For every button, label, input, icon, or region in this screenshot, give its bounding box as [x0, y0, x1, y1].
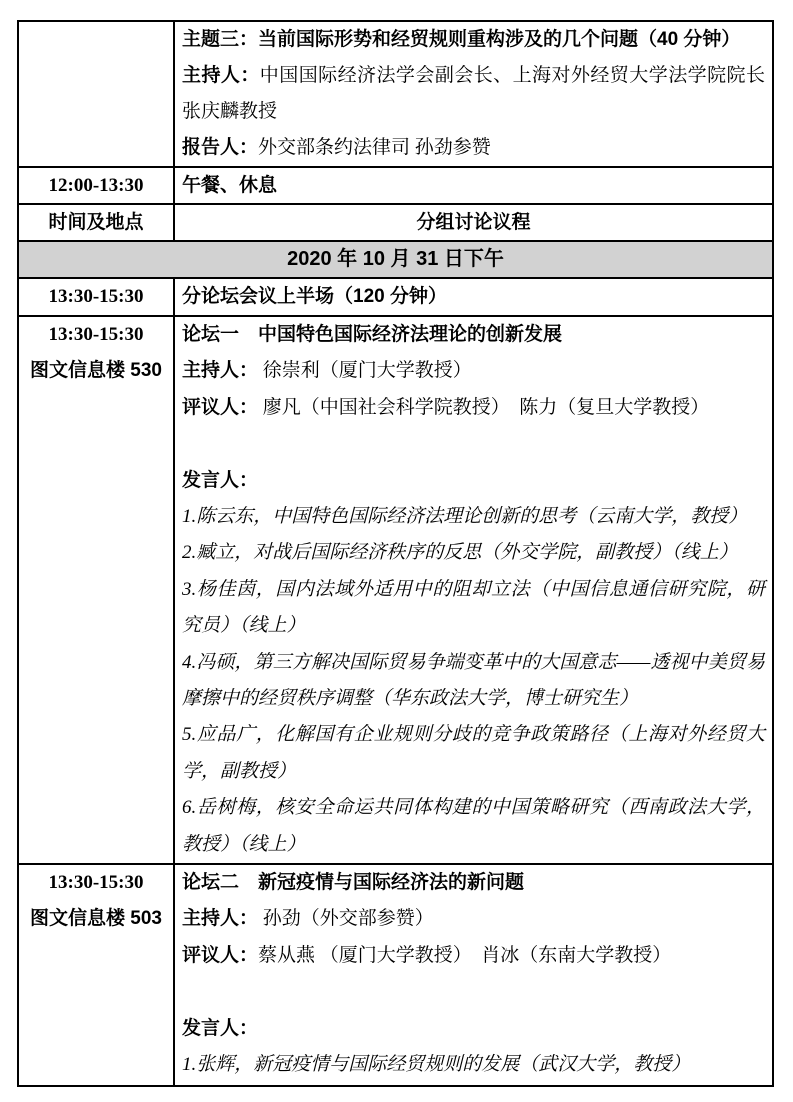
forum2-time-cell	[19, 865, 175, 1085]
forum1-discussant-label: 评议人：	[182, 396, 259, 418]
forum2-speaker-item: 1.张辉，新冠疫情与国际经贸规则的发展（武汉大学，教授）	[182, 1054, 691, 1076]
forum2-discussants: 蔡从燕 （厦门大学教授） 肖冰（东南大学教授）	[258, 944, 672, 966]
blank-line	[182, 426, 765, 462]
forum1-speakers-label: 发言人：	[182, 469, 259, 491]
agenda-row-section-header	[19, 205, 772, 242]
forum1-speaker-item: 5.应品广，化解国有企业规则分歧的竞争政策路径（上海对外经贸大学，副教授）	[182, 724, 765, 782]
forum2-discussant-label: 评议人：	[182, 944, 259, 966]
forum2-time: 13:30-15:30	[48, 872, 144, 893]
forum2-title: 论坛二 新冠疫情与国际经济法的新问题	[182, 872, 525, 893]
forum1-host: 徐崇利（厦门大学教授）	[258, 360, 472, 382]
topic3-content-cell	[175, 22, 772, 166]
agenda-row-first-half	[19, 279, 772, 317]
forum2-speakers-label: 发言人：	[182, 1017, 259, 1039]
reporter-names: 外交部条约法律司 孙劲参赞	[258, 137, 491, 158]
forum1-host-label: 主持人：	[182, 360, 259, 382]
first-half-time-cell: 13:30-15:30	[19, 279, 175, 315]
forum1-speaker-item: 1.陈云东，中国特色国际经济法理论创新的思考（云南大学，教授）	[182, 506, 748, 528]
forum1-title: 论坛一 中国特色国际经济法理论的创新发展	[182, 324, 563, 345]
agenda-row-date-banner	[19, 242, 772, 279]
host-label: 主持人：	[182, 65, 260, 86]
forum2-host: 孙劲（外交部参赞）	[258, 908, 434, 930]
forum1-content-cell	[175, 317, 772, 863]
lunch-time-cell: 12:00-13:30	[19, 168, 175, 203]
agenda-row-forum2	[19, 865, 772, 1085]
forum2-location: 图文信息楼 503	[30, 908, 162, 930]
agenda-row-lunch	[19, 168, 772, 205]
time-cell-empty	[19, 22, 175, 166]
agenda-row-topic3	[19, 22, 772, 168]
forum1-time-cell	[19, 317, 175, 863]
first-half-title-cell: 分论坛会议上半场（120 分钟）	[182, 286, 447, 307]
section-header-agenda-col: 分组讨论议程	[416, 212, 531, 233]
forum1-discussants: 廖凡（中国社会科学院教授） 陈力（复旦大学教授）	[258, 396, 710, 418]
forum1-speaker-item: 6.岳树梅，核安全命运共同体构建的中国策略研究（西南政法大学，教授）（线上）	[182, 797, 765, 855]
forum2-host-label: 主持人：	[182, 908, 259, 930]
section-header-time-col: 时间及地点	[19, 205, 175, 240]
forum1-speaker-item: 2.臧立，对战后国际经济秩序的反思（外交学院，副教授）（线上）	[182, 542, 738, 564]
forum2-content-cell	[175, 865, 772, 1085]
conference-agenda-table	[17, 20, 774, 1087]
topic3-title: 主题三：当前国际形势和经贸规则重构涉及的几个问题（40 分钟）	[182, 29, 741, 50]
agenda-row-forum1	[19, 317, 772, 865]
forum1-time: 13:30-15:30	[48, 324, 144, 345]
forum1-speaker-item: 3.杨佳茵，国内法域外适用中的阻却立法（中国信息通信研究院，研究员）（线上）	[182, 578, 765, 637]
reporter-label: 报告人：	[182, 137, 259, 158]
forum1-speaker-item: 4.冯硕，第三方解决国际贸易争端变革中的大国意志——透视中美贸易摩擦中的经贸秩序调整（华东政法大学，博士研究生）	[182, 651, 765, 710]
date-banner-text: 2020 年 10 月 31 日下午	[19, 242, 772, 277]
forum1-location: 图文信息楼 530	[30, 360, 162, 382]
blank-line	[182, 974, 765, 1010]
lunch-title-cell: 午餐、休息	[182, 175, 278, 196]
host-names: 中国国际经济法学会副会长、上海对外经贸大学法学院院长张庆麟教授	[182, 65, 765, 122]
